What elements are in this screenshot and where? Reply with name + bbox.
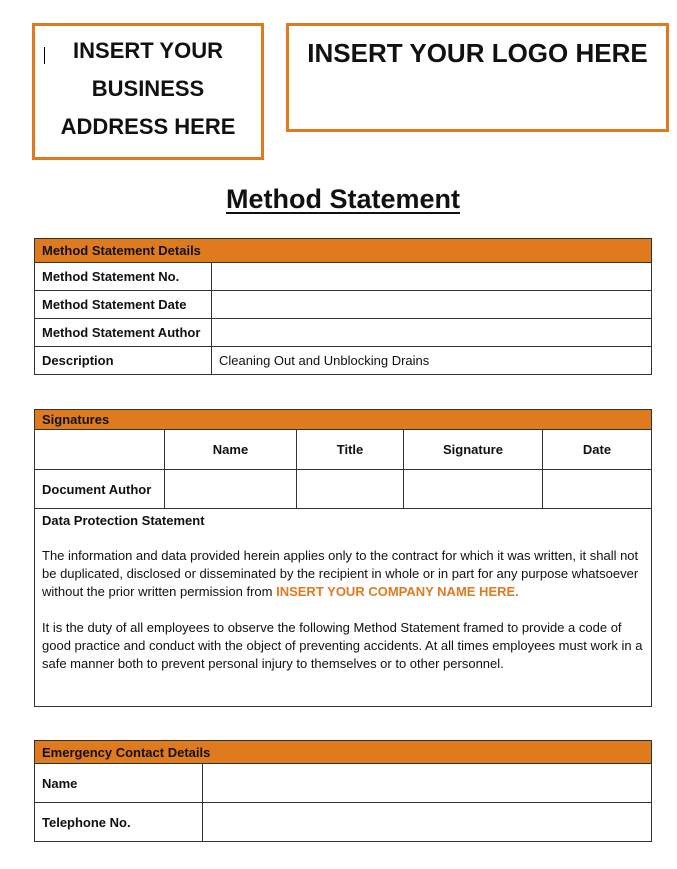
- author-name-field[interactable]: [165, 470, 297, 509]
- details-label: Description: [35, 347, 212, 375]
- column-header-name: Name: [165, 430, 297, 470]
- author-signature-field[interactable]: [404, 470, 543, 509]
- document-author-label: Document Author: [35, 470, 165, 509]
- statement-date-field[interactable]: [212, 291, 652, 319]
- address-line-3: ADDRESS HERE: [60, 114, 236, 139]
- details-label: Method Statement Author: [35, 319, 212, 347]
- details-label: Method Statement No.: [35, 263, 212, 291]
- details-table: [34, 238, 652, 375]
- emergency-name-field[interactable]: [203, 764, 652, 803]
- signatures-heading: Signatures: [35, 410, 652, 430]
- address-line-1: INSERT YOUR: [73, 38, 223, 63]
- document-title: Method Statement: [225, 184, 460, 214]
- statement-no-field[interactable]: [212, 263, 652, 291]
- emergency-label: Name: [35, 764, 203, 803]
- emergency-telephone-field[interactable]: [203, 803, 652, 842]
- column-header-signature: Signature: [404, 430, 543, 470]
- address-line-2: BUSINESS: [91, 76, 205, 101]
- statement-author-field[interactable]: [212, 319, 652, 347]
- data-protection-statement: [35, 509, 652, 707]
- text-cursor: [44, 47, 45, 64]
- logo-placeholder-text: INSERT YOUR LOGO HERE: [307, 38, 648, 68]
- details-label: Method Statement Date: [35, 291, 212, 319]
- details-heading: Method Statement Details: [35, 239, 652, 263]
- data-protection-paragraph-2: It is the duty of all employees to observe the following Method Statement framed to provide a code of good practice and conduct with the object of preventing accidents. At all times employees must work in a safe manner both to prevent personal injury to themselves or to other personnel.: [42, 620, 643, 671]
- author-date-field[interactable]: [543, 470, 652, 509]
- logo-placeholder-box[interactable]: [286, 23, 669, 132]
- column-header-date: Date: [543, 430, 652, 470]
- data-protection-text: The information and data provided herein applies only to the contract for which it was written, it shall not be duplicated, disclosed or disseminated by the recipient in whole or in part for any purpose whatsoever without the prior written permission from: [42, 548, 639, 599]
- column-header-title: Title: [297, 430, 404, 470]
- author-title-field[interactable]: [297, 470, 404, 509]
- business-address-box[interactable]: [32, 23, 264, 160]
- data-protection-paragraph-1: [42, 547, 644, 601]
- signatures-table: [34, 409, 652, 707]
- emergency-heading: Emergency Contact Details: [35, 741, 652, 764]
- company-name-placeholder: INSERT YOUR COMPANY NAME HERE.: [276, 584, 519, 599]
- emergency-contact-table: [34, 740, 652, 842]
- description-field[interactable]: Cleaning Out and Unblocking Drains: [212, 347, 652, 375]
- emergency-label: Telephone No.: [35, 803, 203, 842]
- data-protection-title: Data Protection Statement: [42, 513, 205, 528]
- empty-corner-cell: [35, 430, 165, 470]
